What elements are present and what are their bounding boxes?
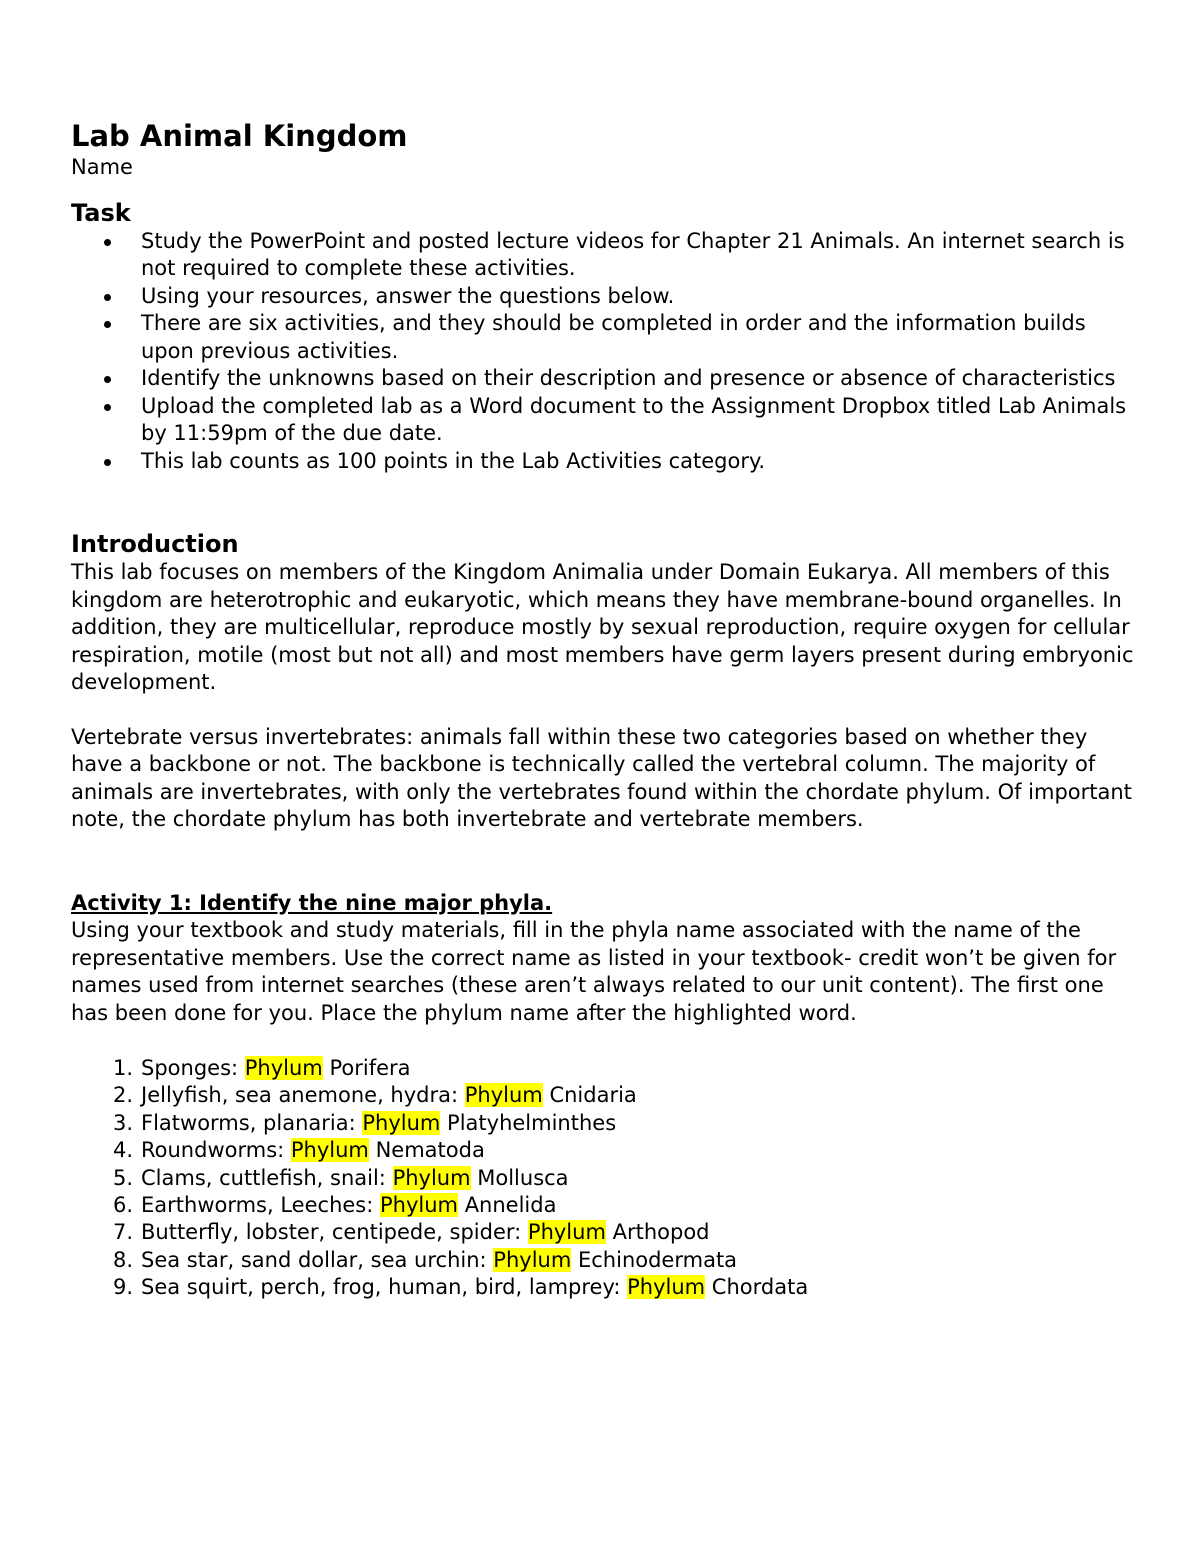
phylum-answer: Mollusca [470,1165,569,1190]
phyla-list [71,1055,1141,1302]
task-item: Study the PowerPoint and posted lecture videos for Chapter 21 Animals. An internet search is not required to complete these activities. [71,228,1141,283]
task-list [71,228,1141,476]
phylum-answer: Porifera [322,1056,411,1080]
list-item: 2. Jellyfish, sea anemone, hydra: Phylum Cnidaria [112,1083,637,1108]
list-item: 9. Sea squirt, perch, frog, human, bird, lamprey: Phylum Chordata [112,1275,809,1300]
highlighted-word: Phylum [392,1165,471,1190]
document-page [71,118,1141,1302]
name-label: Name [71,155,133,179]
highlighted-word: Phylum [627,1275,706,1300]
phylum-answer: Annelida [458,1193,557,1218]
task-item: This lab counts as 100 points in the Lab Activities category. [71,448,1141,476]
list-item: 6. Earthworms, Leeches: Phylum Annelida [112,1193,557,1218]
task-item: Upload the completed lab as a Word document to the Assignment Dropbox titled Lab Animals by 11:59pm of the due date. [71,393,1141,448]
activity1-instructions: Using your textbook and study materials, fill in the phyla name associated with the name of the representative members. Use the correct name as listed in your textbook- credit won’t be given for names used from internet searches (these aren’t always related to our unit content). The first one has been done for you. Place the phylum name after the highlighted word. [71,918,1117,1025]
phylum-answer: Arthopod [605,1220,710,1245]
bullet-icon [104,239,111,246]
phylum-answer: Echinodermata [571,1247,738,1272]
activity1-heading: Activity 1: Identify the nine major phyla. [71,890,553,915]
intro-paragraph: This lab focuses on members of the Kingdom Animalia under Domain Eukarya. All members of this kingdom are heterotrophic and eukaryotic, which means they have membrane-bound organelles. In addition, they are multicellular, reproduce mostly by sexual reproduction, require oxygen for cellular respiration, motile (most but not all) and most members have germ layers present during embryonic development. [71,560,1134,694]
phylum-answer: Cnidaria [542,1083,637,1108]
highlighted-word: Phylum [244,1056,323,1080]
highlighted-word: Phylum [290,1138,369,1163]
bullet-icon [104,321,111,328]
highlighted-word: Phylum [493,1247,572,1272]
introduction-heading: Introduction [71,530,239,558]
highlighted-word: Phylum [464,1083,543,1108]
phylum-answer: Chordata [705,1275,809,1300]
phylum-answer: Nematoda [368,1138,485,1163]
phylum-answer: Platyhelminthes [440,1110,617,1135]
intro-paragraph: Vertebrate versus invertebrates: animals fall within these two categories based on whether they have a backbone or not. The backbone is technically called the vertebral column. The majority of animals are invertebrates, with only the vertebrates found within the chordate phylum. Of important note, the chordate phylum has both invertebrate and vertebrate members. [71,724,1132,831]
bullet-icon [104,294,111,301]
list-item: 1. Sponges: Phylum Porifera [112,1056,411,1080]
task-item: Using your resources, answer the questions below. [71,283,1141,311]
list-item: 3. Flatworms, planaria: Phylum Platyhelminthes [112,1110,617,1135]
list-item: 4. Roundworms: Phylum Nematoda [112,1138,485,1163]
highlighted-word: Phylum [527,1220,606,1245]
task-heading: Task [71,198,131,227]
bullet-icon [104,376,111,383]
bullet-icon [104,459,111,466]
highlighted-word: Phylum [362,1110,441,1135]
task-item: There are six activities, and they should be completed in order and the information builds upon previous activities. [71,310,1141,365]
bullet-icon [104,404,111,411]
document-title: Lab Animal Kingdom [71,119,408,153]
list-item: 8. Sea star, sand dollar, sea urchin: Phylum Echinodermata [112,1247,738,1272]
task-item: Identify the unknowns based on their description and presence or absence of characteristics [71,365,1141,393]
list-item: 7. Butterfly, lobster, centipede, spider: Phylum Arthopod [112,1220,710,1245]
highlighted-word: Phylum [380,1193,459,1218]
list-item: 5. Clams, cuttlefish, snail: Phylum Mollusca [112,1165,569,1190]
